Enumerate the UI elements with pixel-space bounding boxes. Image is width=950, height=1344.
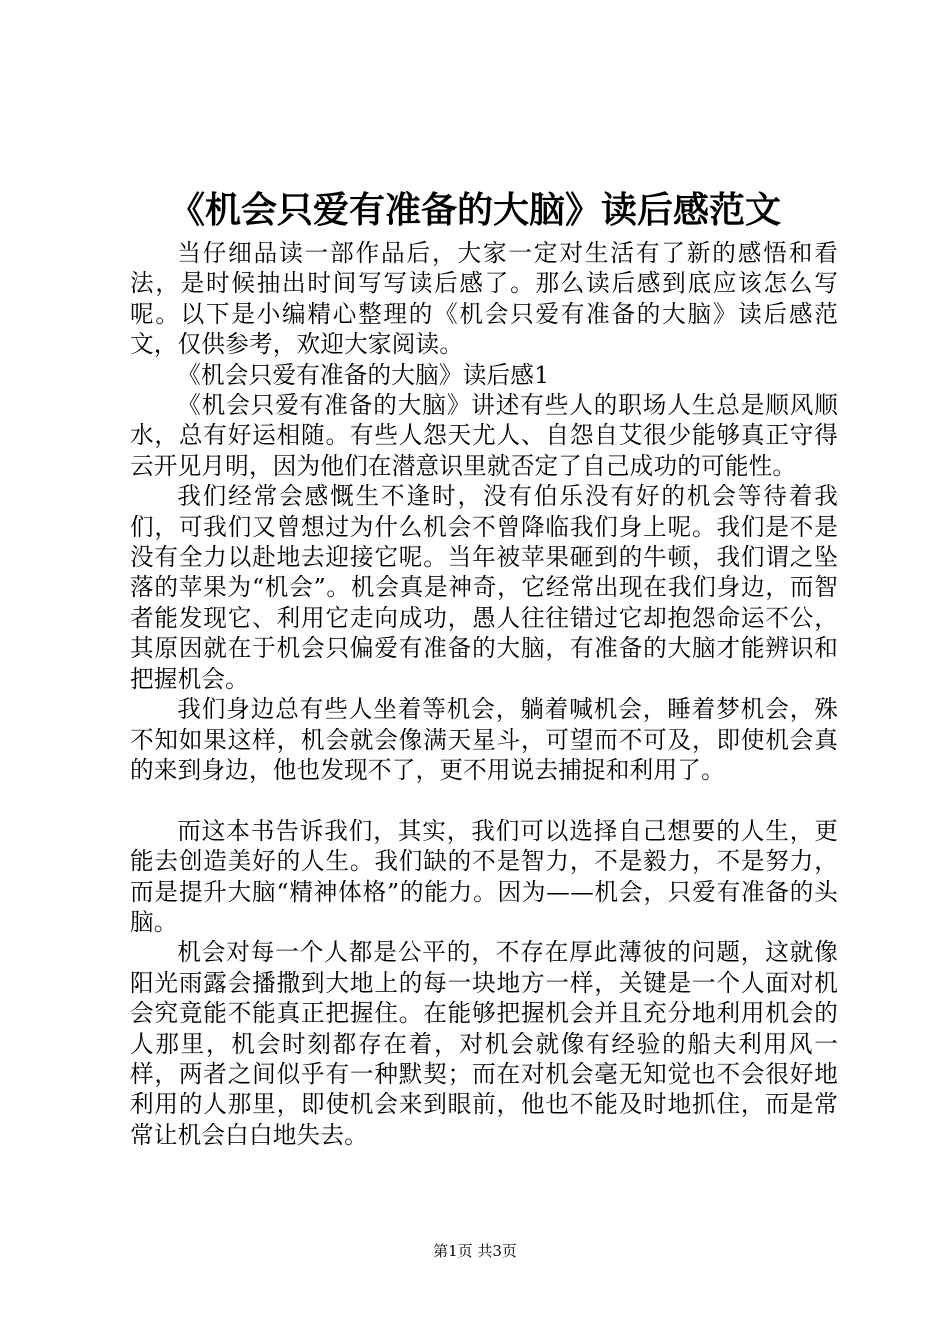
intro-paragraph: 当仔细品读一部作品后，大家一定对生活有了新的感悟和看法，是时候抽出时间写写读后感了。那么读后感到底应该怎么写呢。以下是小编精心整理的《机会只爱有准备的大脑》读后感范文，仅供参考，欢迎大家阅读。 xyxy=(130,239,838,359)
body-paragraph: 我们身边总有些人坐着等机会，躺着喊机会，睡着梦机会，殊不知如果这样，机会就会像满天星斗，可望而不可及，即使机会真的来到身边，他也发现不了，更不用说去捕捉和利用了。 xyxy=(130,695,838,784)
paragraph-spacer xyxy=(130,785,838,815)
document-body xyxy=(130,238,838,1150)
body-paragraph: 机会对每一个人都是公平的，不存在厚此薄彼的问题，这就像阳光雨露会播撒到大地上的每一块地方一样，关键是一个人面对机会究竟能不能真正把握住。在能够把握机会并且充分地利用机会的人那里，机会时刻都存在着，对机会就像有经验的船夫利用风一样，两者之间似乎有一种默契；而在对机会毫无知觉也不会很好地利用的人那里，即使机会来到眼前，他也不能及时地抓住，而是常常让机会白白地失去。 xyxy=(130,938,838,1149)
body-paragraph: 《机会只爱有准备的大脑》讲述有些人的职场人生总是顺风顺水，总有好运相随。有些人怨天尤人、自怨自艾很少能够真正守得云开见月明，因为他们在潜意识里就否定了自己成功的可能性。 xyxy=(130,391,838,480)
body-paragraph: 我们经常会感慨生不逢时，没有伯乐没有好的机会等待着我们，可我们又曾想过为什么机会不曾降临我们身上呢。我们是不是没有全力以赴地去迎接它呢。当年被苹果砸到的牛顿，我们谓之坠落的苹果为“机会”。机会真是神奇，它经常出现在我们身边，而智者能发现它、利用它走向成功，愚人往往错过它却抱怨命运不公，其原因就在于机会只偏爱有准备的大脑，有准备的大脑才能辨识和把握机会。 xyxy=(130,482,838,693)
body-paragraph: 而这本书告诉我们，其实，我们可以选择自己想要的人生，更能去创造美好的人生。我们缺的不是智力，不是毅力，不是努力，而是提升大脑“精神体格”的能力。因为——机会，只爱有准备的头脑。 xyxy=(130,816,838,936)
section-heading: 《机会只爱有准备的大脑》读后感1 xyxy=(177,360,550,389)
page-title: 《机会只爱有准备的大脑》读后感范文 xyxy=(168,189,781,231)
page-footer: 第1页 共3页 xyxy=(433,1242,517,1260)
